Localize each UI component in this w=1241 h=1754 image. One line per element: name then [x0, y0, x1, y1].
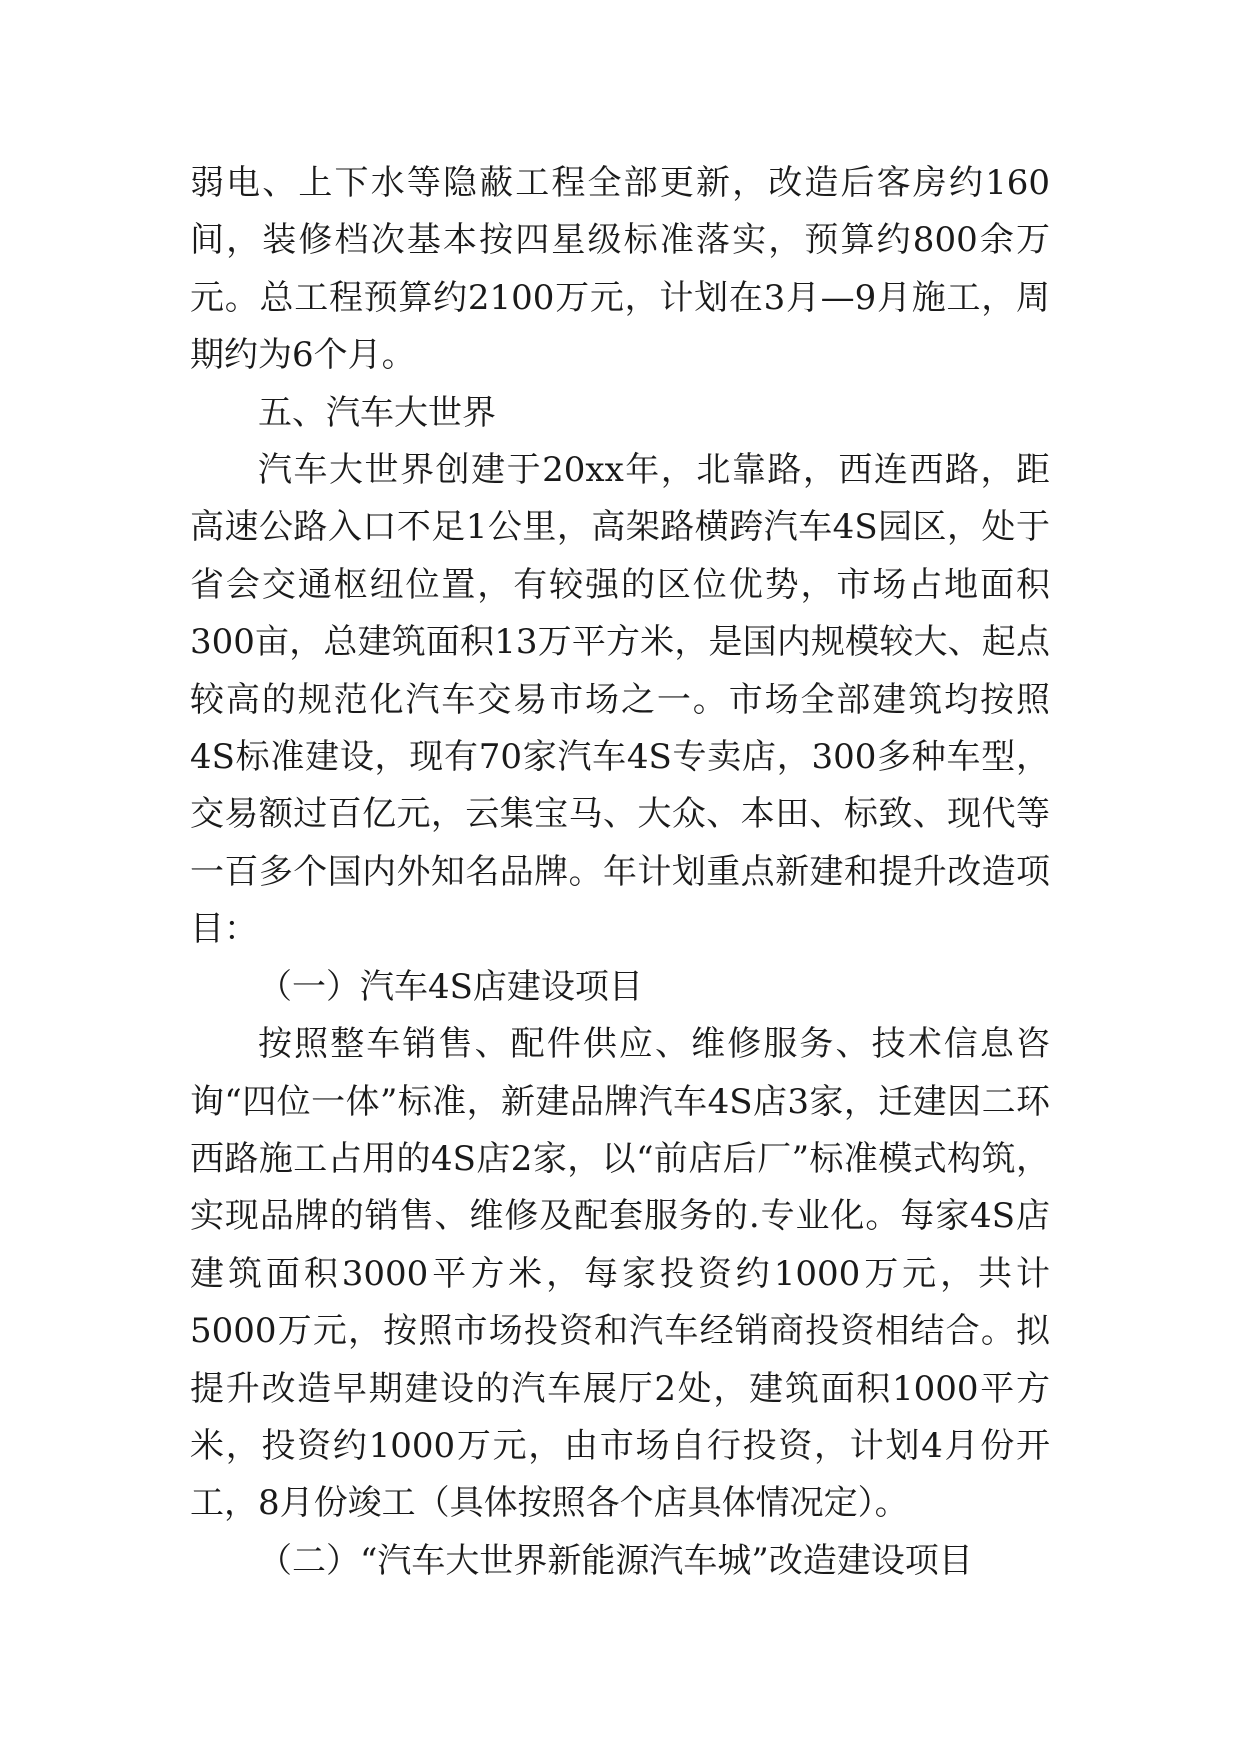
- paragraph-4s-store-details: 按照整车销售、配件供应、维修服务、技术信息咨询“四位一体”标准，新建品牌汽车4S店3家，迁建因二环西路施工占用的4S店2家，以“前店后厂”标准模式构筑，实现品牌的销售、维修及配套服务的.专业化。每家4S店建筑面积3000平方米，每家投资约1000万元，共计5000万元，按照市场投资和汽车经销商投资相结合。拟提升改造早期建设的汽车展厅2处，建筑面积1000平方米，投资约1000万元，由市场自行投资，计划4月份开工，8月份竣工（具体按照各个店具体情况定）。: [190, 1024, 1050, 1524]
- paragraph-auto-world-intro: 汽车大世界创建于20xx年，北靠路，西连西路，距高速公路入口不足1公里，高架路横跨汽车4S园区，处于省会交通枢纽位置，有较强的区位优势，市场占地面积300亩，总建筑面积13万平方米，是国内规模较大、起点较高的规范化汽车交易市场之一。市场全部建筑均按照4S标准建设，现有70家汽车4S专卖店，300多种车型，交易额过百亿元，云集宝马、大众、本田、标致、现代等一百多个国内外知名品牌。年计划重点新建和提升改造项目：: [190, 450, 1050, 950]
- paragraph-hotel-renovation: 弱电、上下水等隐蔽工程全部更新，改造后客房约160间，装修档次基本按四星级标准落实，预算约800余万元。总工程预算约2100万元，计划在3月—9月施工，周期约为6个月。: [190, 163, 1050, 376]
- section-heading-auto-world: 五、汽车大世界: [258, 392, 496, 433]
- subheading-4s-store-project: （一）汽车4S店建设项目: [258, 966, 643, 1007]
- subheading-new-energy-city: （二）“汽车大世界新能源汽车城”改造建设项目: [258, 1540, 973, 1581]
- document-body: [190, 155, 1050, 1590]
